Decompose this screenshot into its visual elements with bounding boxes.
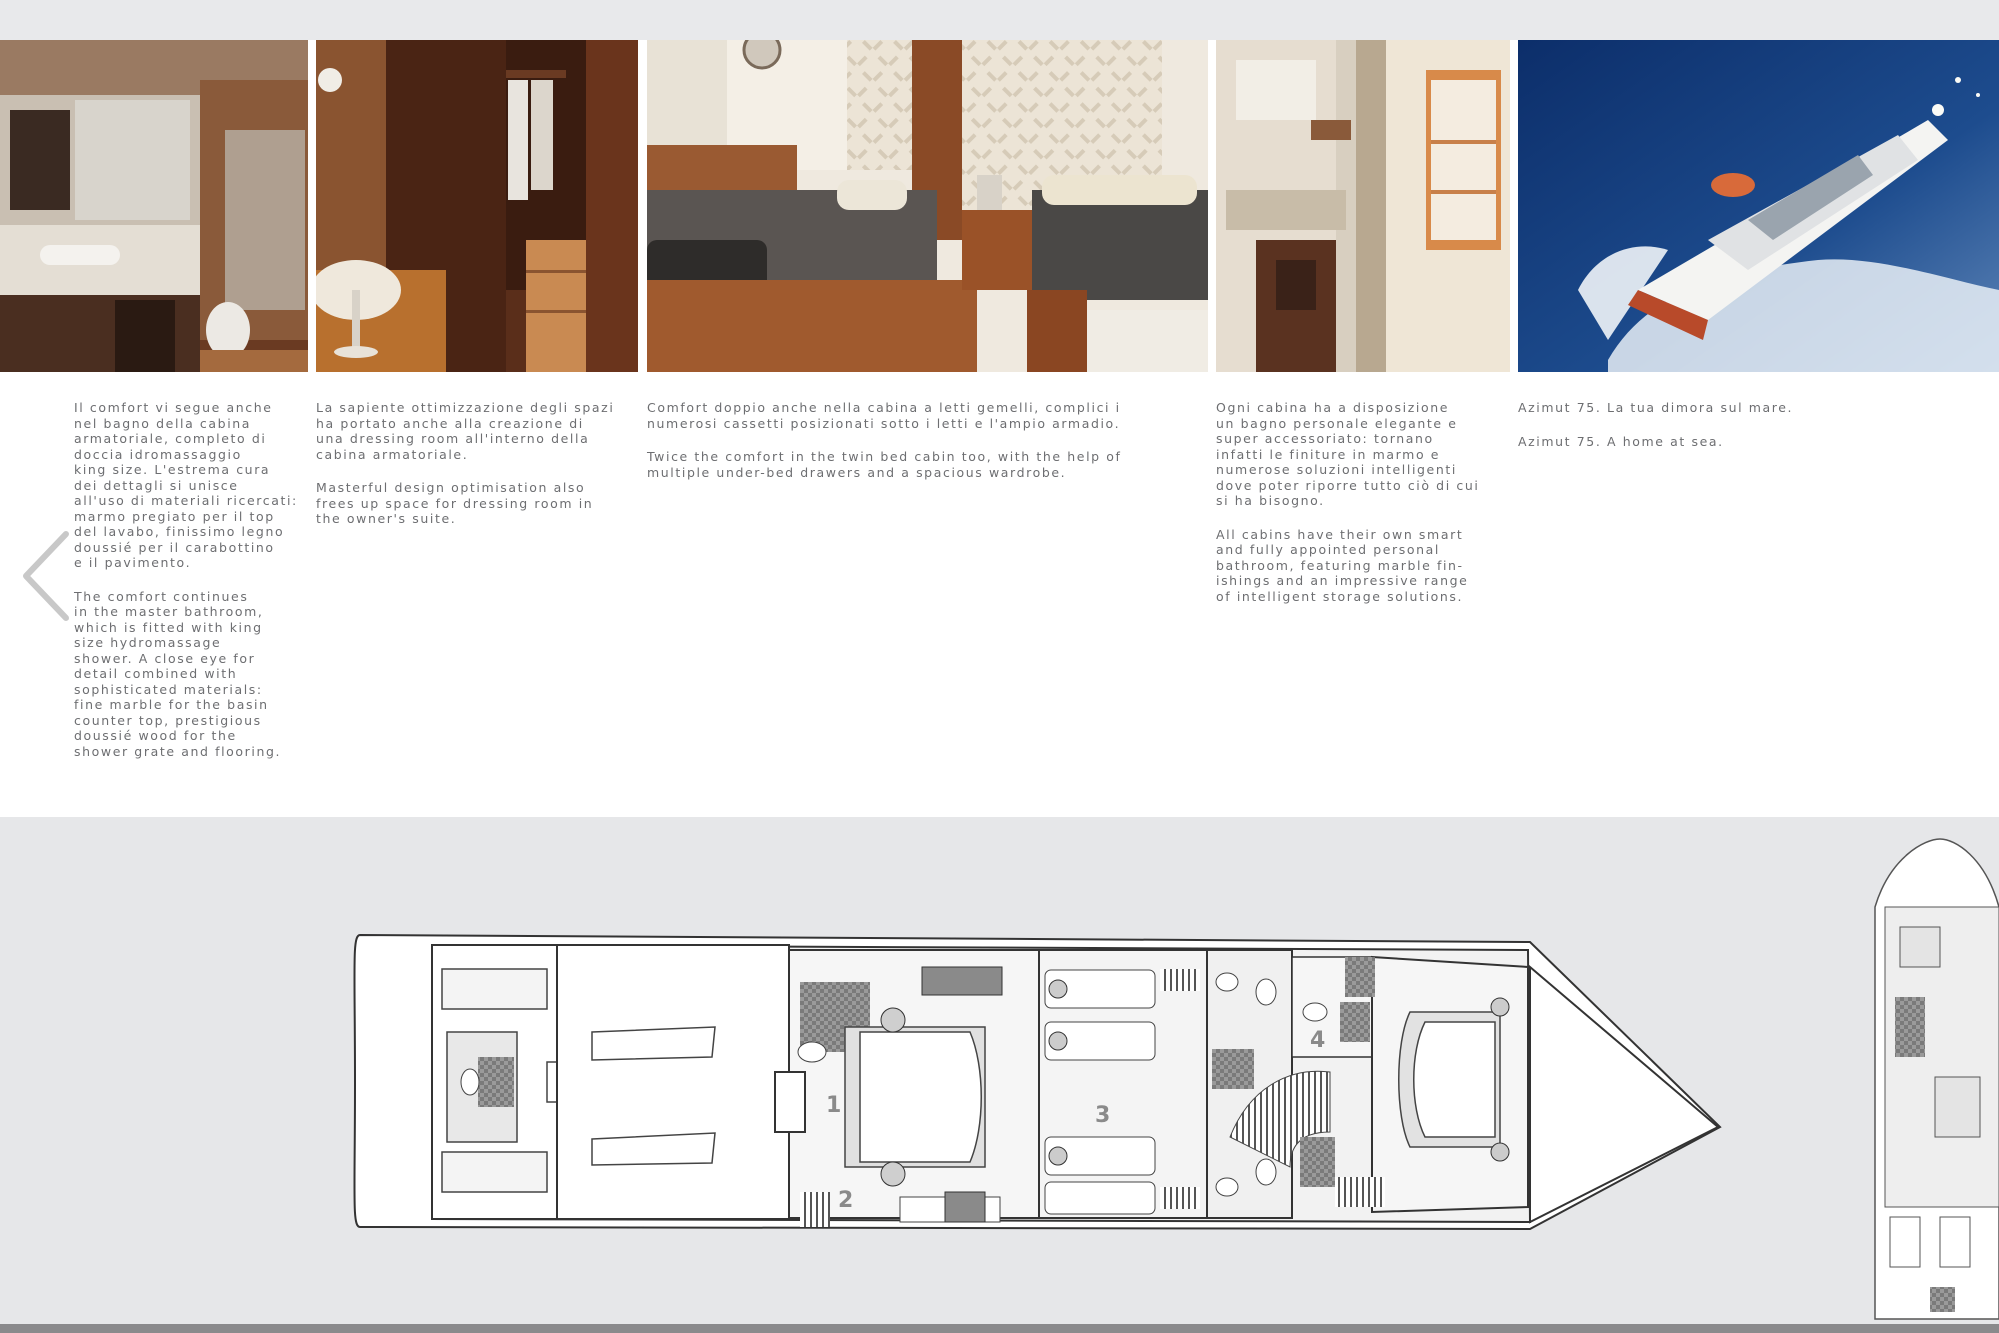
room-number-1: 1 bbox=[826, 1093, 842, 1118]
caption-english: The comfort continues in the master bathroom, which is fitted with king size hydromassage shower. A close eye for detail combined with sophisticated materials: fine marble for the basin counter top, prestigious doussié wood for the shower grate and flooring. bbox=[74, 588, 282, 759]
dressing-room-photo bbox=[316, 40, 638, 372]
caption-italian: Il comfort vi segue anche nel bagno della cabina armatoriale, completo di doccia idromassaggio king size. L'estrema cura dei dettagli si unisce all'uso di materiali ricercati: marmo pregiato per il top del lavabo, finissimo legno doussié per il carabottino e il pavimento. bbox=[74, 400, 298, 570]
top-strip bbox=[0, 0, 1999, 40]
room-number-2: 2 bbox=[838, 1188, 854, 1213]
azimut-caption bbox=[1518, 400, 1938, 467]
caption-italian: La sapiente ottimizzazione degli spazi ha portato anche alla creazione di una dressing room all'interno della cabina armatoriale. bbox=[316, 400, 615, 462]
dressing-room-caption bbox=[316, 400, 638, 545]
chevron-left-icon bbox=[14, 528, 76, 624]
caption-italian: Comfort doppio anche nella cabina a letti gemelli, complici i numerosi cassetti posizionati sotto i letti e l'ampio armadio. bbox=[647, 400, 1121, 431]
caption-english: Azimut 75. A home at sea. bbox=[1518, 433, 1724, 449]
caption-english: All cabins have their own smart and fully appointed personal bathroom, featuring marble fin- ishings and an impressive range of intelligent storage solutions. bbox=[1216, 526, 1469, 604]
caption-italian: Ogni cabina ha a disposizione un bagno personale elegante e super accessoriato: tornano infatti le finiture in marmo e numerose soluzioni intelligenti dove poter riporre tutto ciò di cui si ha bisogno. bbox=[1216, 400, 1480, 508]
previous-page-button[interactable] bbox=[14, 528, 76, 624]
master-bathroom-photo bbox=[0, 40, 308, 372]
bottom-bar bbox=[0, 1324, 1999, 1333]
room-number-3: 3 bbox=[1095, 1103, 1111, 1128]
lower-deck-plan bbox=[0, 817, 1999, 1324]
yacht-at-sea-photo bbox=[1518, 40, 1999, 372]
master-bath-caption bbox=[74, 400, 304, 777]
caption-english: Masterful design optimisation also frees up space for dressing room in the owner's suite. bbox=[316, 480, 594, 526]
cabin-bathroom-photo bbox=[1216, 40, 1510, 372]
deck-plan-area bbox=[0, 817, 1999, 1324]
caption-english: Twice the comfort in the twin bed cabin too, with the help of multiple under-bed drawers and a spacious wardrobe. bbox=[647, 449, 1122, 480]
cabin-bathroom-caption bbox=[1216, 400, 1510, 622]
twin-cabin-caption bbox=[647, 400, 1208, 498]
room-number-4: 4 bbox=[1310, 1028, 1326, 1053]
twin-cabin-photo bbox=[647, 40, 1208, 372]
caption-italian: Azimut 75. La tua dimora sul mare. bbox=[1518, 400, 1794, 415]
